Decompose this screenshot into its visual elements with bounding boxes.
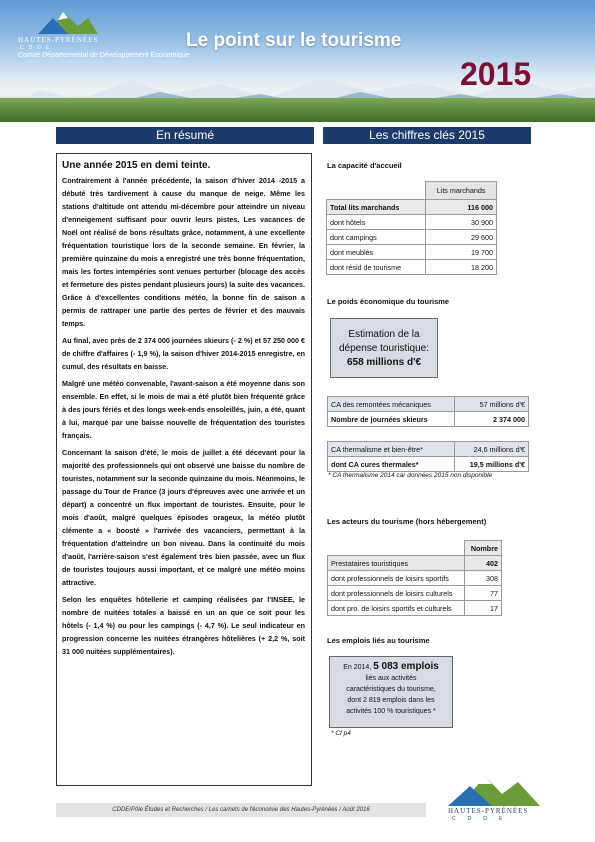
row-value: 30 900 — [426, 215, 497, 230]
table-row — [327, 230, 497, 245]
row-value: 116 000 — [426, 200, 497, 215]
jobs-value: 5 083 emplois — [373, 661, 439, 672]
jobs-line: liés aux activités — [365, 675, 417, 682]
row-label: dont hôtels — [327, 215, 426, 230]
economic-table — [327, 396, 529, 472]
table-corner — [328, 541, 465, 556]
jobs-line: activités 100 % touristiques * — [346, 708, 436, 715]
row-label: dont professionnels de loisirs culturels — [328, 586, 465, 601]
summary-paragraph: Concernant la saison d'été, le mois de juillet a été décevant pour la majorité des professionnels qui ont observé une baisse du nombre de touristes, notamment sur la seconde quinzaine du mois. Néanmoins, le passage du Tour de France (3 jours d'épreuves avec une arrivée et un départ) a concentré un flux important de touristes. Ensuite, pour le mois d'août, malgré quelques épisodes orageux, la météo plutôt clémente a « boosté » l'arrivée des vacanciers, permettant à la fréquentation d'atteindre un bon niveau. Dans la continuité du mois d'août, l'arrière-saison s'est également très bien passée, avec un flux de touristes toujours aussi important, et ce malgré une météo moins attractive. — [62, 448, 305, 587]
row-label: Prestataires touristiques — [328, 556, 465, 571]
table-row — [327, 245, 497, 260]
summary-paragraph: Contrairement à l'année précédente, la saison d'hiver 2014 -2015 a débuté très tardivement à cause du manque de neige. Même les stations d'altitude ont attendu mi-décembre pour atteindre un niveau d'enneigement suffisant pour ouvrir leurs pistes. Les vacances de Noël ont réalisé de bons résultats grâce, notamment, à une excellente fréquentation touristique lors de la seconde semaine. En février, la première quinzaine du mois a enregistré une très bonne fréquentation, mais les fortes intempéries sont venues perturber (blocage des accès et fermeture des pistes pendant plusieurs jours) la suite des vacances. Grâce à d'excellentes conditions météo, la bonne fin de saison a permis de rattraper une partie des pertes de février et des mauvais temps. — [62, 176, 305, 328]
row-label: dont campings — [327, 230, 426, 245]
row-label: Nombre de journées skieurs — [328, 412, 455, 427]
footer-brand: HAUTES-PYRÉNÉES — [448, 807, 529, 815]
table-row — [328, 442, 529, 457]
estimate-value: 658 millions d'€ — [346, 357, 422, 368]
capacity-heading: La capacité d'accueil — [327, 161, 402, 170]
row-label: CA thermalisme et bien-être* — [328, 442, 455, 457]
row-value: 19 700 — [426, 245, 497, 260]
summary-box — [56, 153, 312, 786]
spending-estimate-box — [330, 318, 438, 378]
column-header: Nombre — [465, 541, 502, 556]
estimate-line: Estimation de la — [348, 329, 420, 340]
row-value: 18 200 — [426, 260, 497, 275]
organization-name: Comité Départemental de Développement Economique — [18, 52, 190, 59]
summary-paragraph: Au final, avec près de 2 374 000 journées skieurs (- 2 %) et 57 250 000 € de chiffre d'affaires (- 1,9 %), la saison d'hiver 2014-2015 enregistre, en cumul, des résultats en baisse. — [62, 336, 305, 371]
row-value: 29 600 — [426, 230, 497, 245]
jobs-heading: Les emplois liés au tourisme — [327, 636, 430, 645]
table-row — [327, 215, 497, 230]
jobs-prefix: En 2014, — [343, 664, 372, 671]
actors-table — [327, 540, 502, 616]
footer-brand-sub: CDDE — [452, 816, 515, 822]
table-row — [328, 601, 502, 616]
row-value: 57 millions d'€ — [455, 397, 529, 412]
jobs-note: * Cf p4 — [331, 730, 351, 737]
section-title-key-figures: Les chiffres clés 2015 — [323, 127, 531, 144]
row-label: dont CA cures thermales* — [328, 457, 455, 472]
row-label: dont résid de tourisme — [327, 260, 426, 275]
row-value: 77 — [465, 586, 502, 601]
row-value: 2 374 000 — [455, 412, 529, 427]
table-spacer — [328, 427, 529, 442]
row-label: dont meublés — [327, 245, 426, 260]
row-value: 19,5 millions d'€ — [455, 457, 529, 472]
jobs-line: dont 2 819 emplois dans les — [347, 697, 435, 704]
table-row — [328, 586, 502, 601]
estimate-line: dépense touristique: — [338, 343, 430, 354]
jobs-line: caractéristiques du tourisme, — [346, 686, 436, 693]
summary-heading: Une année 2015 en demi teinte. — [62, 160, 211, 171]
thermal-note: * CA thermalisme 2014 car données 2015 non disponible — [328, 472, 493, 479]
logo-brand: HAUTES-PYRÉNÉES — [18, 36, 99, 44]
row-label: dont pro. de loisirs sportifs et culturels — [328, 601, 465, 616]
table-row — [327, 260, 497, 275]
row-value: 308 — [465, 571, 502, 586]
table-row — [328, 397, 529, 412]
table-corner — [327, 182, 426, 200]
column-header: Lits marchands — [426, 182, 497, 200]
row-label: Total lits marchands — [327, 200, 426, 215]
table-row — [328, 571, 502, 586]
row-label: CA des remontées mécaniques — [328, 397, 455, 412]
grass-strip — [0, 98, 595, 122]
capacity-table — [326, 181, 497, 275]
row-value: 402 — [465, 556, 502, 571]
page-title: Le point sur le tourisme — [186, 30, 402, 51]
actors-heading: Les acteurs du tourisme (hors hébergement) — [327, 517, 487, 526]
summary-paragraph: Malgré une météo convenable, l'avant-saison a été moyenne dans son ensemble. En effet, si le mois de mai a été plutôt bien fréquenté grâce à des jours fériés et des longs week-ends ensoleillés, juin, a été, quant à lui, marqué par une baisse nouvelle de fréquentation des touristes français. — [62, 379, 305, 440]
table-row — [328, 556, 502, 571]
row-label: dont professionnels de loisirs sportifs — [328, 571, 465, 586]
table-row — [328, 412, 529, 427]
row-value: 17 — [465, 601, 502, 616]
section-title-summary: En résumé — [56, 127, 314, 144]
logo-sub: CDDE — [20, 45, 55, 51]
header-banner — [0, 0, 595, 122]
footer-text: CDDE/Pôle Études et Recherches / Les carnets de l'économie des Hautes-Pyrénées / Août 2016 — [56, 803, 426, 817]
jobs-box — [329, 656, 453, 728]
summary-paragraph: Selon les enquêtes hôtellerie et camping réalisées par l'INSEE, le nombre de nuitées totales a baissé en un an que ce soit pour les hôtels (- 1,4 %) ou pour les campings (- 4,7 %). Le seul indicateur en progression concerne les nuitées étrangères hôtelières (+ 2,2 %, soit 31 000 nuitées supplémentaires). — [62, 595, 305, 656]
year-label: 2015 — [460, 56, 532, 92]
row-value: 24,6 millions d'€ — [455, 442, 529, 457]
table-row — [327, 200, 497, 215]
economic-weight-heading: Le poids économique du tourisme — [327, 297, 450, 306]
